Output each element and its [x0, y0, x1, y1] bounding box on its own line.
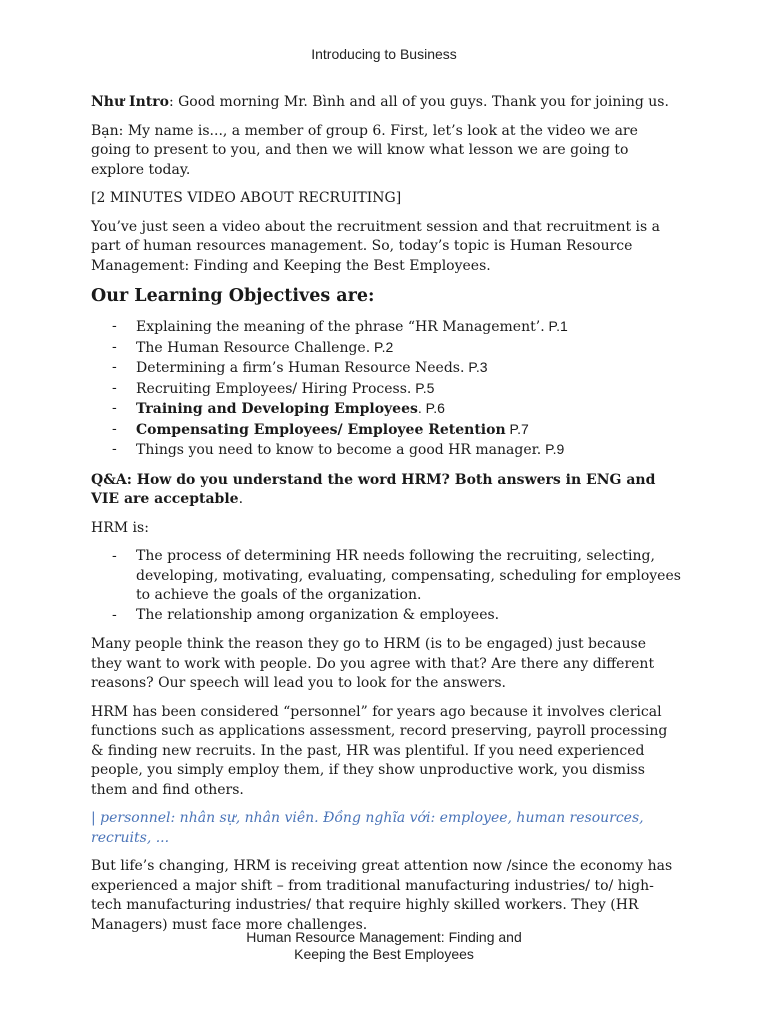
objective-text: Explaining the meaning of the phrase “HR Management’.	[136, 319, 545, 335]
page-ref: P.5	[411, 379, 435, 396]
dash-bullet: -	[112, 441, 117, 457]
list-item	[91, 547, 681, 606]
definition-text: The relationship among organization & employees.	[136, 606, 500, 623]
dash-bullet: -	[112, 359, 117, 375]
page-ref: P.1	[544, 318, 568, 334]
dash-bullet: -	[112, 548, 117, 564]
dash-bullet: -	[112, 318, 117, 334]
vocabulary-note: | personnel: nhân sự, nhân viên. Đồng nghĩa với: employee, human resources, recruits, ...	[91, 810, 644, 846]
qa-paragraph	[91, 471, 681, 510]
hrm-definition-list	[91, 547, 681, 625]
list-item	[91, 358, 681, 379]
objective-text: The Human Resource Challenge.	[136, 339, 371, 356]
list-item	[91, 420, 681, 441]
hrm-is-label: HRM is:	[91, 519, 149, 536]
list-item	[91, 440, 681, 461]
objective-text: Recruiting Employees/ Hiring Process.	[136, 380, 412, 397]
document-body	[91, 93, 681, 944]
objective-text: Training and Developing Employees	[136, 401, 418, 417]
page-ref: P.3	[464, 359, 488, 375]
dash-bullet: -	[112, 606, 117, 623]
topic-paragraph: You’ve just seen a video about the recruitment session and that recruitment is a part of human resources management. So, today’s topic is Human Resource Management: Finding and Keeping the Best Employees.	[91, 218, 661, 274]
definition-text: The process of determining HR needs following the recruiting, selecting, developing, motivating, evaluating, compensating, scheduling for employees to achieve the goals of the organization.	[136, 548, 681, 603]
objective-text: Compensating Employees/ Employee Retention	[136, 421, 506, 438]
qa-question: Q&A: How do you understand the word HRM? Both answers in ENG and VIE are acceptable	[91, 471, 656, 507]
dash-bullet: -	[112, 420, 117, 437]
objective-text: Things you need to know to become a good HR manager.	[136, 442, 542, 458]
objectives-heading: Our Learning Objectives are:	[91, 286, 375, 306]
intro-paragraph	[91, 93, 681, 113]
objectives-list	[91, 317, 681, 461]
footer-line-1: Human Resource Management: Finding and	[246, 929, 522, 945]
list-item	[91, 399, 681, 420]
list-item	[91, 317, 681, 338]
dash-bullet: -	[112, 400, 117, 416]
list-item	[91, 606, 681, 626]
running-footer	[0, 929, 768, 963]
page-ref: P.7	[505, 420, 529, 437]
video-note: [2 MINUTES VIDEO ABOUT RECRUITING]	[91, 190, 402, 206]
running-header: Introducing to Business	[311, 46, 457, 62]
page-ref: . P.6	[417, 400, 445, 416]
reasons-paragraph: Many people think the reason they go to HRM (is to be engaged) just because they want to work with people. Do you agree with that? Are there any different reasons? Our speech will lead you to look for the answers.	[91, 636, 655, 691]
speaker-name: Như Intro	[91, 94, 169, 110]
page-ref: P.9	[541, 441, 565, 457]
footer-line-2: Keeping the Best Employees	[294, 946, 474, 962]
dash-bullet: -	[112, 338, 117, 355]
intro-line: : Good morning Mr. Bình and all of you guys. Thank you for joining us.	[168, 94, 669, 110]
change-paragraph: But life’s changing, HRM is receiving great attention now /since the economy has experienced a major shift – from traditional manufacturing industries/ to/ high-tech manufacturing industries/ that require highly skilled workers. They (HR Managers) must face more challenges.	[91, 858, 673, 933]
dash-bullet: -	[112, 379, 117, 396]
list-item	[91, 338, 681, 359]
personnel-paragraph: HRM has been considered “personnel” for years ago because it involves clerical functions such as applications assessment, record preserving, payroll processing & finding new recruits. In the past, HR was plentiful. If you need experienced people, you simply employ them, if they show unproductive work, you dismiss them and find others.	[91, 703, 668, 798]
list-item	[91, 379, 681, 400]
objective-text: Determining a firm’s Human Resource Needs.	[136, 360, 465, 376]
page-ref: P.2	[370, 338, 394, 355]
ban-paragraph: Bạn: My name is..., a member of group 6. First, let’s look at the video we are going to present to you, and then we will know what lesson we are going to explore today.	[91, 122, 638, 178]
qa-end: .	[238, 491, 244, 507]
